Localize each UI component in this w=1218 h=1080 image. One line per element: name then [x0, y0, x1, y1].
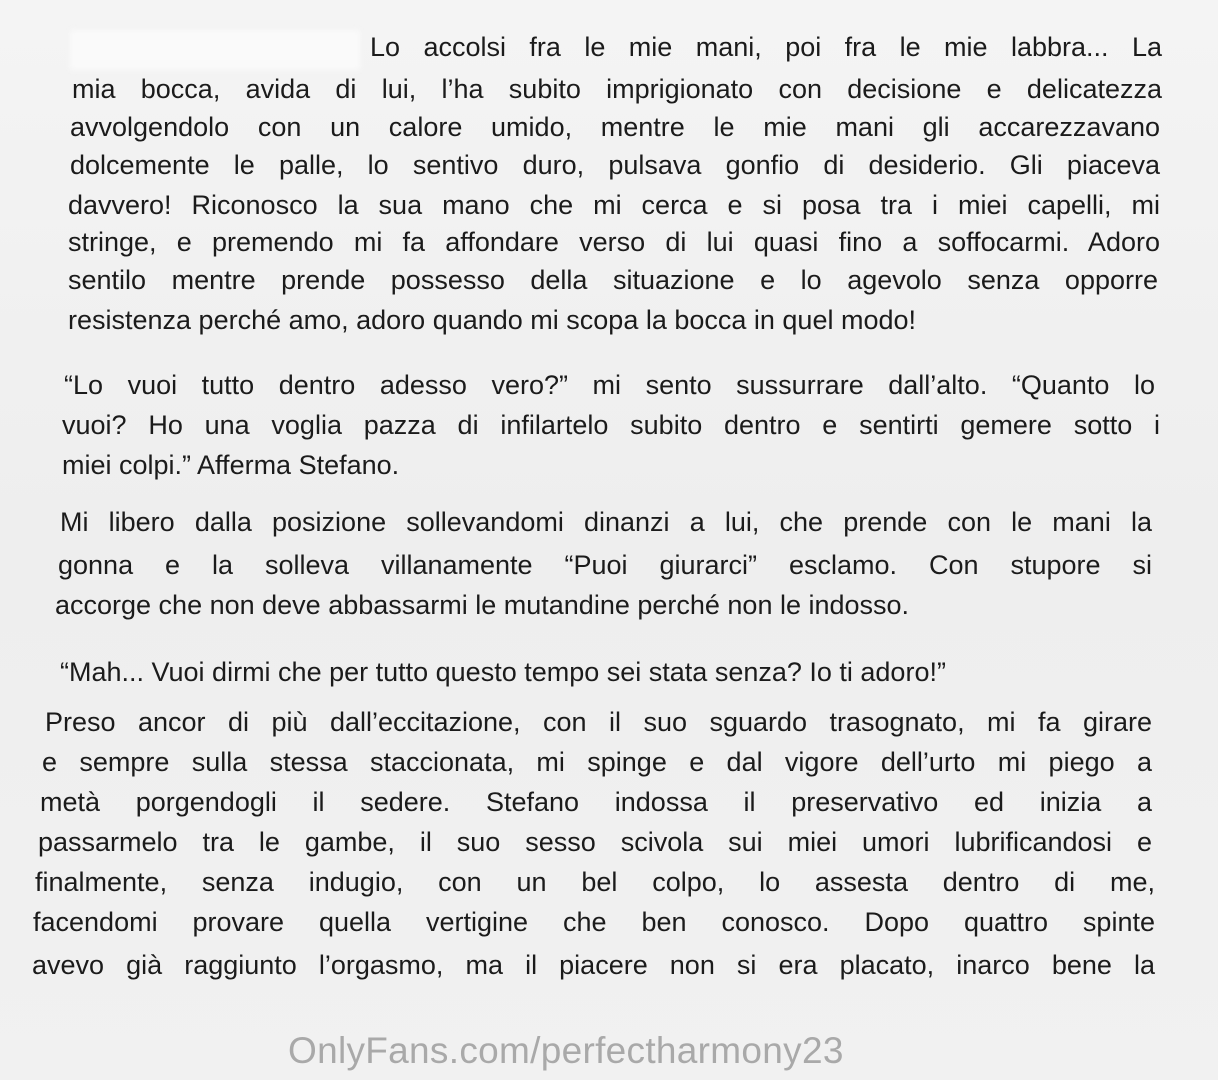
text-line: davvero! Riconosco la sua mano che mi cerca e si posa tra i miei capelli, mi — [68, 190, 1160, 220]
watermark: OnlyFans.com/perfectharmony23 — [288, 1030, 844, 1071]
text-line: passarmelo tra le gambe, il suo sesso scivola sui miei umori lubrificandosi e — [38, 827, 1152, 857]
text-line: dolcemente le palle, lo sentivo duro, pulsava gonfio di desiderio. Gli piaceva — [70, 150, 1160, 180]
text-line: avevo già raggiunto l’orgasmo, ma il piacere non si era placato, inarco bene la — [32, 950, 1155, 980]
text-line: Preso ancor di più dall’eccitazione, con il suo sguardo trasognato, mi fa girare — [45, 707, 1152, 737]
text-line: Lo accolsi fra le mie mani, poi fra le mie labbra... La — [370, 32, 1162, 62]
text-line: mia bocca, avida di lui, l’ha subito imprigionato con decisione e delicatezza — [72, 74, 1162, 104]
text-line: vuoi? Ho una voglia pazza di infilartelo subito dentro e sentirti gemere sotto i — [62, 410, 1160, 440]
text-line: “Lo vuoi tutto dentro adesso vero?” mi sento sussurrare dall’alto. “Quanto lo — [64, 370, 1155, 400]
text-line: avvolgendolo con un calore umido, mentre le mie mani gli accarezzavano — [70, 112, 1160, 142]
text-line: sentilo mentre prende possesso della situazione e lo agevolo senza opporre — [68, 265, 1158, 295]
text-line: e sempre sulla stessa staccionata, mi spinge e dal vigore dell’urto mi piego a — [42, 747, 1152, 777]
text-line: gonna e la solleva villanamente “Puoi giurarci” esclamo. Con stupore si — [58, 550, 1152, 580]
text-line: miei colpi.” Afferma Stefano. — [62, 450, 400, 480]
text-line: metà porgendogli il sedere. Stefano indossa il preservativo ed inizia a — [40, 787, 1152, 817]
text-line: resistenza perché amo, adoro quando mi scopa la bocca in quel modo! — [68, 305, 917, 335]
text-line: accorge che non deve abbassarmi le mutandine perché non le indosso. — [55, 590, 910, 620]
text-line: finalmente, senza indugio, con un bel colpo, lo assesta dentro di me, — [35, 867, 1155, 897]
text-line: “Mah... Vuoi dirmi che per tutto questo tempo sei stata senza? Io ti adoro!” — [60, 657, 946, 687]
text-line: stringe, e premendo mi fa affondare verso di lui quasi fino a soffocarmi. Adoro — [68, 227, 1160, 257]
text-line: Mi libero dalla posizione sollevandomi dinanzi a lui, che prende con le mani la — [60, 507, 1152, 537]
redacted-area — [70, 30, 360, 70]
text-line: facendomi provare quella vertigine che ben conosco. Dopo quattro spinte — [33, 907, 1155, 937]
